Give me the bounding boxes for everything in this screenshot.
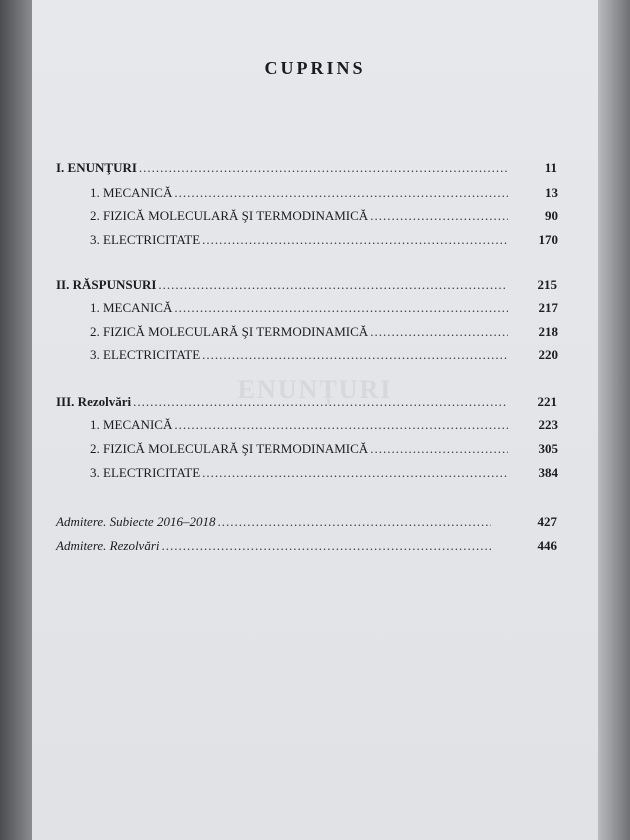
page-edge-shadow bbox=[598, 0, 630, 840]
page-title: CUPRINS bbox=[264, 58, 366, 78]
toc-page-number: 427 bbox=[537, 514, 557, 529]
toc-page-number: 218 bbox=[538, 324, 558, 339]
toc-entry[interactable] bbox=[90, 441, 558, 459]
toc-entry-label: 3. ELECTRICITATE bbox=[90, 465, 201, 480]
leader-dots bbox=[162, 538, 492, 554]
toc-page-number: 223 bbox=[538, 417, 558, 432]
toc-entry-label: 2. FIZICĂ MOLECULARĂ ŞI TERMODINAMICĂ bbox=[90, 441, 369, 456]
book-spine-shadow bbox=[0, 0, 32, 840]
toc-page-number: 384 bbox=[538, 465, 558, 480]
leader-dots bbox=[202, 347, 508, 363]
toc-section-heading[interactable] bbox=[56, 160, 557, 178]
toc-entry[interactable] bbox=[90, 232, 558, 250]
toc-entry-label: III. Rezolvări bbox=[56, 394, 132, 409]
toc-page-number: 305 bbox=[538, 441, 558, 456]
leader-dots bbox=[133, 394, 507, 410]
toc-section-heading[interactable] bbox=[56, 277, 557, 295]
toc-page-number: 170 bbox=[538, 232, 558, 247]
toc-entry-label: 1. MECANICĂ bbox=[90, 185, 173, 200]
book-page bbox=[32, 0, 598, 840]
toc-entry-label: II. RĂSPUNSURI bbox=[56, 277, 157, 292]
toc-entry[interactable] bbox=[90, 300, 558, 318]
toc-entry-label: 3. ELECTRICITATE bbox=[90, 232, 201, 247]
toc-page-number: 90 bbox=[545, 208, 558, 223]
leader-dots bbox=[139, 160, 507, 176]
toc-appendix-entry[interactable] bbox=[56, 514, 557, 532]
toc-page-number: 215 bbox=[537, 277, 557, 292]
toc-appendix-entry[interactable] bbox=[56, 538, 557, 556]
leader-dots bbox=[217, 514, 491, 530]
leader-dots bbox=[202, 232, 508, 248]
toc-page-number: 217 bbox=[538, 300, 558, 315]
toc-page-number: 446 bbox=[537, 538, 557, 553]
toc-page-number: 221 bbox=[537, 394, 557, 409]
toc-entry[interactable] bbox=[90, 465, 558, 483]
leader-dots bbox=[370, 324, 508, 340]
toc-entry-label: I. ENUNŢURI bbox=[56, 160, 137, 175]
leader-dots bbox=[370, 208, 508, 224]
toc-entry-label: 2. FIZICĂ MOLECULARĂ ŞI TERMODINAMICĂ bbox=[90, 324, 369, 339]
toc-entry-label: 1. MECANICĂ bbox=[90, 300, 173, 315]
toc-entry[interactable] bbox=[90, 324, 558, 342]
toc-entry[interactable] bbox=[90, 347, 558, 365]
toc-entry-label: 1. MECANICĂ bbox=[90, 417, 173, 432]
bleed-through-text: ENUNȚURI bbox=[237, 375, 393, 404]
leader-dots bbox=[174, 185, 508, 201]
leader-dots bbox=[370, 441, 508, 457]
leader-dots bbox=[174, 300, 508, 316]
leader-dots bbox=[202, 465, 508, 481]
toc-entry[interactable] bbox=[90, 185, 558, 203]
toc-entry[interactable] bbox=[90, 417, 558, 435]
leader-dots bbox=[174, 417, 508, 433]
toc-section-heading[interactable] bbox=[56, 394, 557, 412]
toc-page-number: 11 bbox=[544, 160, 557, 175]
toc-page-number: 13 bbox=[545, 185, 558, 200]
toc-entry-label: 3. ELECTRICITATE bbox=[90, 347, 201, 362]
toc-entry[interactable] bbox=[90, 208, 558, 226]
toc-page-number: 220 bbox=[538, 347, 558, 362]
toc-entry-label: Admitere. Rezolvări bbox=[56, 538, 160, 553]
leader-dots bbox=[158, 277, 507, 293]
toc-entry-label: 2. FIZICĂ MOLECULARĂ ŞI TERMODINAMICĂ bbox=[90, 208, 369, 223]
toc-entry-label: Admitere. Subiecte 2016–2018 bbox=[56, 514, 216, 529]
